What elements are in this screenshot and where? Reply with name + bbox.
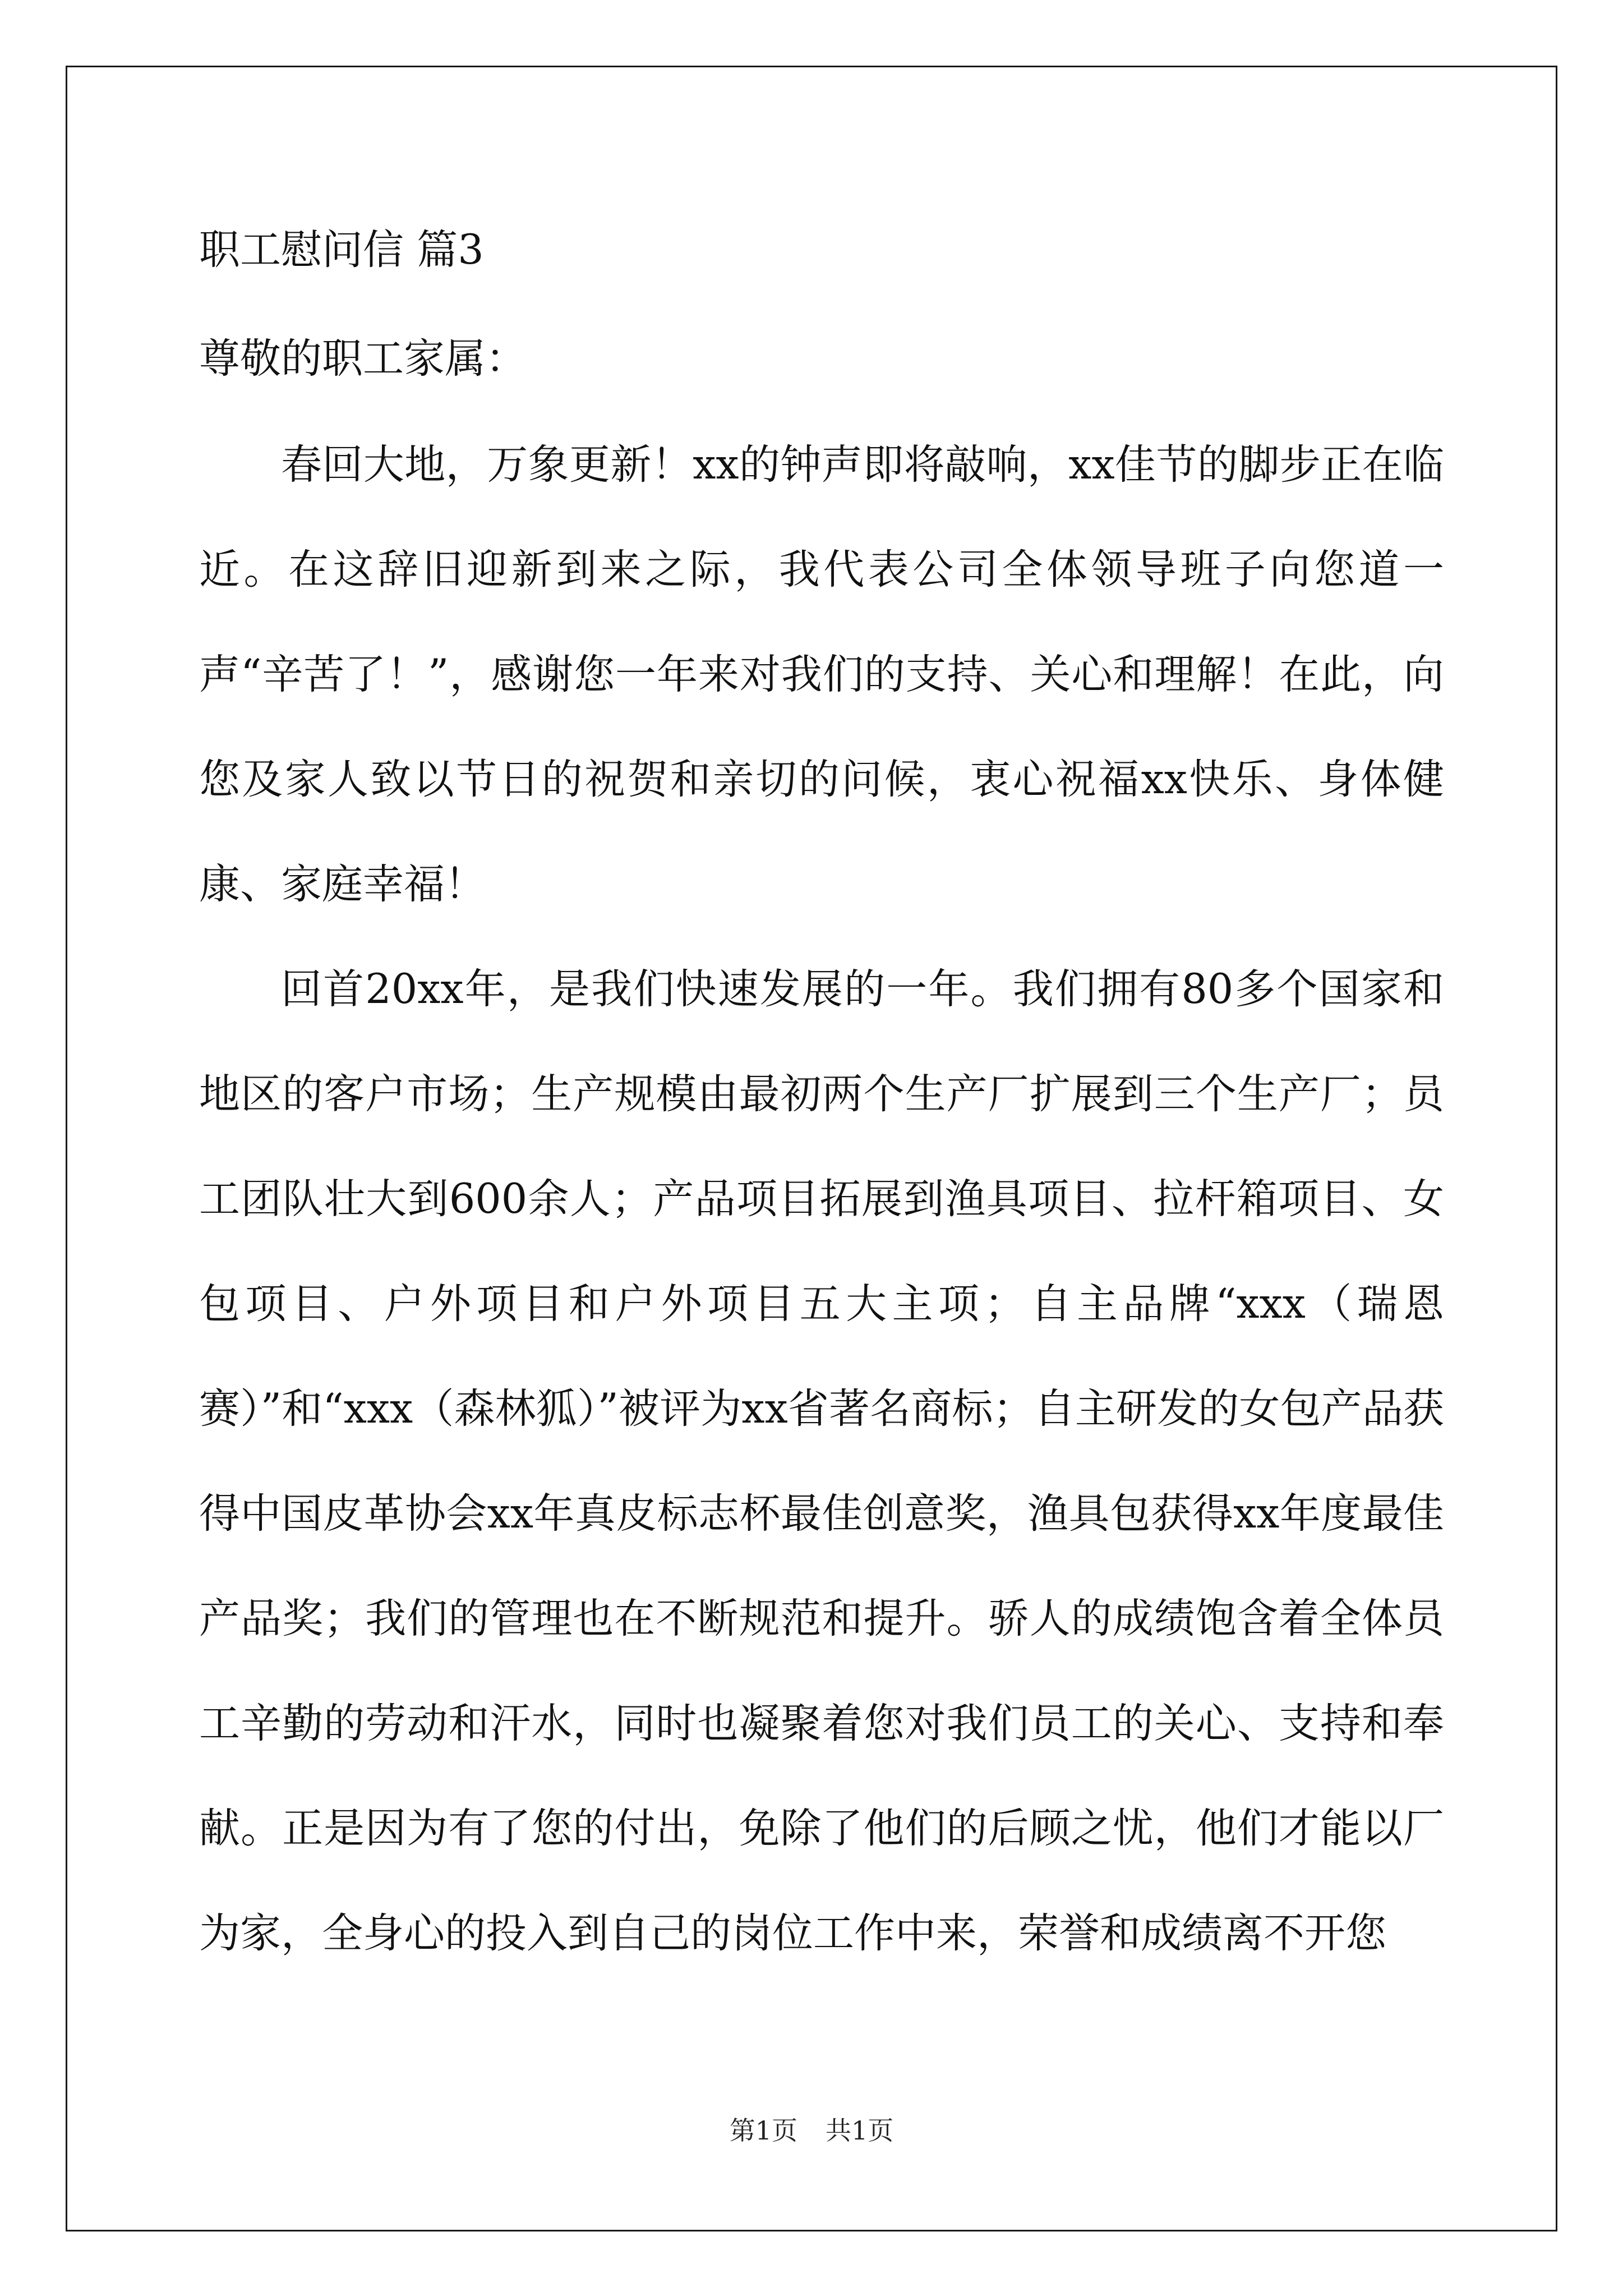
document-title: 职工慰问信 篇3	[199, 226, 484, 274]
paragraph-1: 春回大地，万象更新！xx的钟声即将敲响，xx佳节的脚步正在临近。在这辞旧迎新到来之际，我代表公司全体领导班子向您道一声“辛苦了！”，感谢您一年来对我们的支持、关心和理解！在此，向您及家人致以节日的祝贺和亲切的问候，衷心祝福xx快乐、身体健康、家庭幸福！	[199, 441, 1444, 908]
paragraph-2: 回首20xx年，是我们快速发展的一年。我们拥有80多个国家和地区的客户市场；生产规模由最初两个生产厂扩展到三个生产厂；员工团队壮大到600余人；产品项目拓展到渔具项目、拉杆箱项目、女包项目、户外项目和户外项目五大主项；自主品牌“xxx（瑞恩赛）”和“xxx（森林狐）”被评为xx省著名商标；自主研发的女包产品获得中国皮革协会xx年真皮标志杯最佳创意奖，渔具包获得xx年度最佳产品奖；我们的管理也在不断规范和提升。骄人的成绩饱含着全体员工辛勤的劳动和汗水，同时也凝聚着您对我们员工的关心、支持和奉献。正是因为有了您的付出，免除了他们的后顾之忧，他们才能以厂为家，全身心的投入到自己的岗位工作中来，荣誉和成绩离不开您	[199, 965, 1444, 1957]
salutation: 尊敬的职工家属：	[199, 335, 527, 383]
page-footer	[0, 2114, 1623, 2147]
page-total: 共1页	[826, 2115, 894, 2146]
document-body	[199, 222, 1444, 1986]
page-number: 第1页	[729, 2115, 797, 2146]
